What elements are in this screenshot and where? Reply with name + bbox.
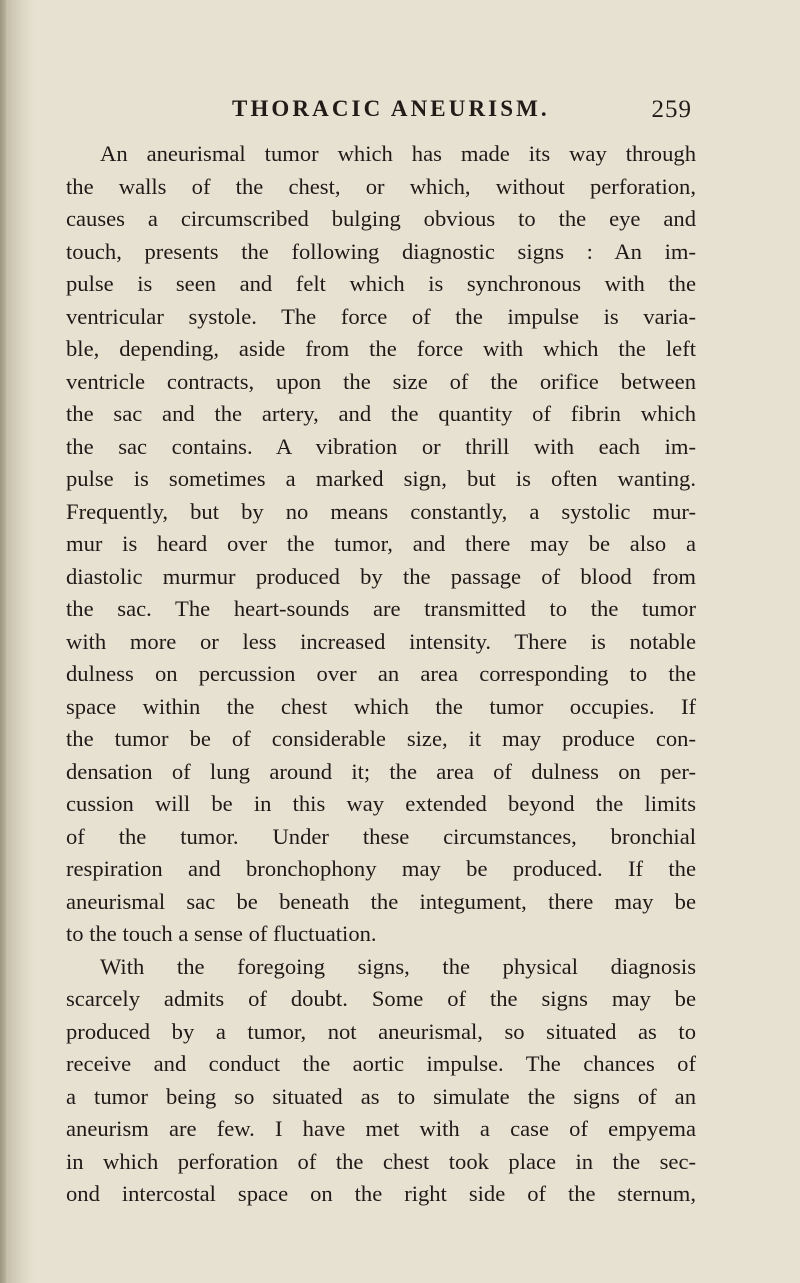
text-line: Frequently, but by no means constantly, a systolic mur- — [66, 498, 696, 524]
text-line: dulness on percussion over an area corresponding to the — [66, 661, 696, 686]
text-line: With the foregoing signs, the physical diagnosis — [100, 953, 696, 979]
text-line: ventricle contracts, upon the size of the orifice between — [66, 368, 696, 394]
text-line: the sac. The heart-sounds are transmitted to the tumor — [66, 596, 696, 621]
text-line: pulse is seen and felt which is synchronous with the — [66, 271, 696, 296]
binding-edge — [0, 0, 6, 1283]
text-line: scarcely admits of doubt. Some of the signs may be — [66, 986, 696, 1011]
text-line: causes a circumscribed bulging obvious to the eye and — [66, 206, 696, 231]
text-line: of the tumor. Under these circumstances, bronchial — [66, 823, 696, 849]
text-line: diastolic murmur produced by the passage of blood from — [66, 563, 696, 589]
text-line: ventricular systole. The force of the impulse is varia- — [66, 303, 696, 329]
text-line: receive and conduct the aortic impulse. The chances of — [66, 1051, 696, 1076]
body-text — [66, 138, 696, 1211]
text-line: the walls of the chest, or which, without perforation, — [66, 173, 696, 199]
text-line: touch, presents the following diagnostic signs : An im- — [66, 238, 696, 264]
text-line: in which perforation of the chest took place in the sec- — [66, 1148, 696, 1174]
text-line: the sac contains. A vibration or thrill with each im- — [66, 433, 696, 459]
text-line: pulse is sometimes a marked sign, but is often wanting. — [66, 466, 696, 491]
text-line: densation of lung around it; the area of dulness on per- — [66, 758, 696, 784]
text-line: aneurism are few. I have met with a case of empyema — [66, 1116, 696, 1141]
text-line: ond intercostal space on the right side of the sternum, — [66, 1181, 696, 1206]
text-line: respiration and bronchophony may be produced. If the — [66, 856, 696, 881]
text-line: An aneurismal tumor which has made its way through — [100, 141, 696, 166]
text-line: to the touch a sense of fluctuation. — [66, 921, 377, 946]
text-line: the sac and the artery, and the quantity of fibrin which — [66, 401, 696, 426]
text-line: with more or less increased intensity. There is notable — [66, 628, 696, 654]
text-line: ble, depending, aside from the force with which the left — [66, 336, 696, 361]
text-line: aneurismal sac be beneath the integument, there may be — [66, 888, 696, 914]
running-head — [232, 96, 692, 130]
page-number: 259 — [651, 96, 692, 123]
text-line: space within the chest which the tumor occupies. If — [66, 693, 696, 719]
text-line: produced by a tumor, not aneurismal, so situated as to — [66, 1018, 696, 1044]
text-line: cussion will be in this way extended beyond the limits — [66, 791, 696, 816]
text-line: a tumor being so situated as to simulate the signs of an — [66, 1083, 696, 1109]
running-title: THORACIC ANEURISM. — [232, 96, 550, 121]
text-line: the tumor be of considerable size, it may produce con- — [66, 726, 696, 751]
text-line: mur is heard over the tumor, and there may be also a — [66, 531, 696, 556]
